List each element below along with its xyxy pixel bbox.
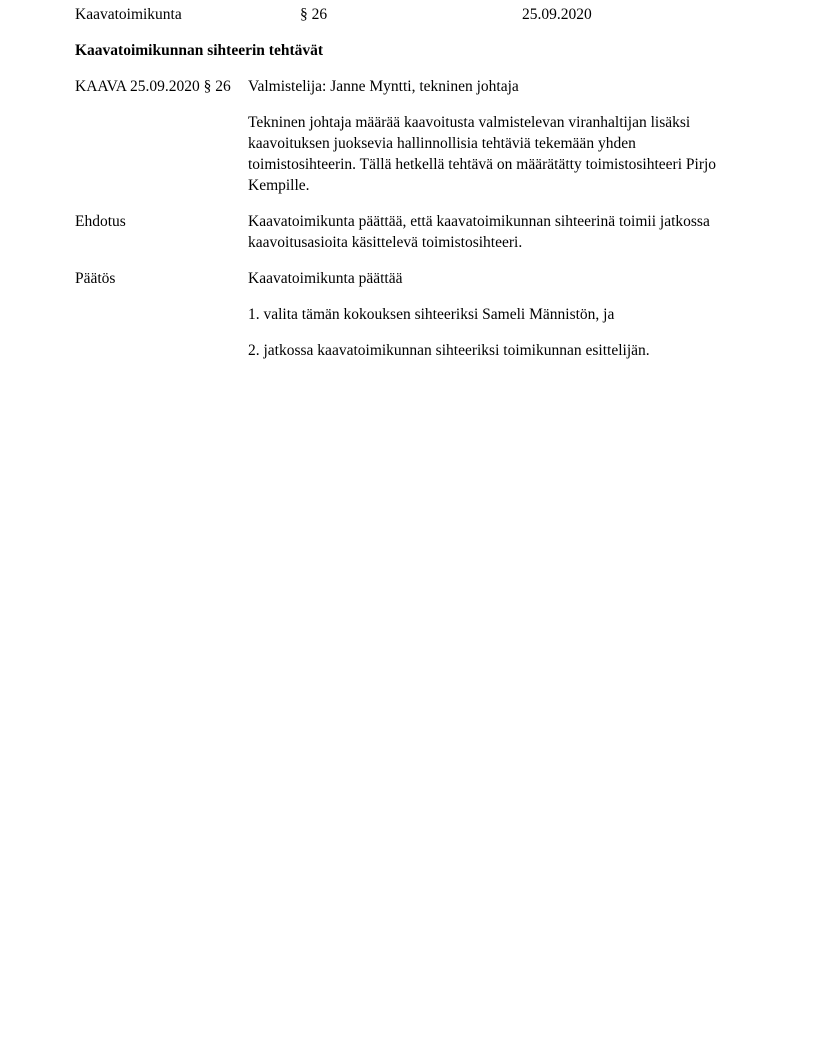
header-section-number: § 26	[300, 6, 328, 23]
decision-row	[75, 268, 776, 289]
decision-item-2: 2. jatkossa kaavatoimikunnan sihteeriksi toimikunnan esittelijän.	[248, 342, 650, 359]
decision-intro: Kaavatoimikunta päättää	[248, 270, 403, 287]
background-paragraph: Tekninen johtaja määrää kaavoitusta valmistelevan viranhaltijan lisäksi kaavoituksen juoksevia hallinnollisia tehtäviä tekemään yhden toimistosihteerin. Tällä hetkellä tehtävä on määrätätty toimistosihteeri Pirjo Kempille.	[248, 114, 717, 194]
decision-item-row-1	[75, 304, 776, 325]
background-row	[75, 112, 776, 196]
decision-item-1: 1. valita tämän kokouksen sihteeriksi Sameli Männistön, ja	[248, 306, 615, 323]
decision-label: Päätös	[75, 270, 116, 287]
document-title: Kaavatoimikunnan sihteerin tehtävät	[75, 42, 324, 59]
decision-item-row-2	[75, 340, 776, 361]
page-header	[75, 4, 776, 25]
case-reference: KAAVA 25.09.2020 § 26	[75, 78, 231, 95]
header-committee-name: Kaavatoimikunta	[75, 6, 182, 23]
header-meeting-date: 25.09.2020	[522, 6, 592, 23]
proposal-row	[75, 211, 776, 253]
case-reference-row	[75, 76, 776, 97]
preparer-line: Valmistelija: Janne Myntti, tekninen johtaja	[248, 78, 519, 95]
proposal-label: Ehdotus	[75, 213, 126, 230]
proposal-text: Kaavatoimikunta päättää, että kaavatoimikunnan sihteerinä toimii jatkossa kaavoitusasioita käsittelevä toimistosihteeri.	[248, 213, 710, 251]
